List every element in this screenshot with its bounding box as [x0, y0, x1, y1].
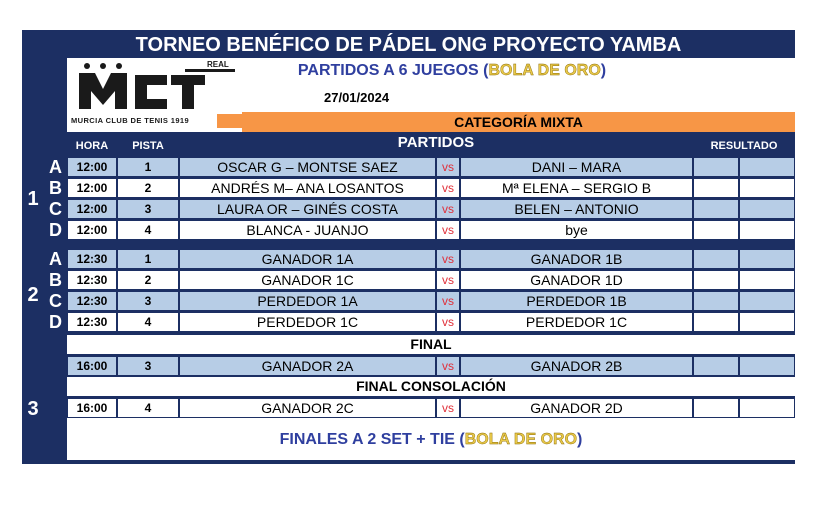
round-number-3: 3 [27, 398, 39, 420]
match-visitante: GANADOR 1B [460, 249, 693, 269]
result-cell [693, 312, 739, 332]
footer-main: FINALES A 2 SET + TIE [279, 431, 455, 448]
match-visitante: Mª ELENA – SERGIO B [460, 178, 693, 198]
tournament-title: TORNEO BENÉFICO DE PÁDEL ONG PROYECTO YAMBA [135, 34, 682, 56]
match-letter: A [49, 249, 62, 269]
final-banner: FINAL [67, 335, 795, 354]
result-cell [693, 356, 739, 376]
subtitle-gold: BOLA DE ORO [488, 62, 601, 79]
match-visitante: GANADOR 1D [460, 270, 693, 290]
vs-label: vs [436, 291, 460, 311]
result-cell [739, 178, 795, 198]
match-local: OSCAR G – MONTSE SAEZ [179, 157, 436, 177]
vs-label: vs [436, 178, 460, 198]
match-pista: 4 [117, 312, 179, 332]
match-hora: 12:30 [67, 312, 117, 332]
match-hora: 12:30 [67, 291, 117, 311]
match-local: GANADOR 1A [179, 249, 436, 269]
match-pista: 1 [117, 157, 179, 177]
match-pista: 3 [117, 199, 179, 219]
logo-accent [217, 114, 242, 128]
logo-tag: REAL [207, 60, 229, 69]
result-cell [693, 291, 739, 311]
footer-paren-open: ( [454, 431, 465, 448]
match-visitante: GANADOR 2B [460, 356, 693, 376]
match-local: ANDRÉS M– ANA LOSANTOS [179, 178, 436, 198]
vs-label: vs [436, 312, 460, 332]
match-local: GANADOR 2C [179, 398, 436, 418]
match-local: GANADOR 1C [179, 270, 436, 290]
match-hora: 16:00 [67, 356, 117, 376]
result-cell [739, 312, 795, 332]
vs-label: vs [436, 356, 460, 376]
header-hora: HORA [75, 140, 109, 152]
logo-bar [185, 69, 235, 72]
match-hora: 12:00 [67, 178, 117, 198]
match-visitante: PERDEDOR 1C [460, 312, 693, 332]
subtitle-main: PARTIDOS A 6 JUEGOS [297, 62, 479, 79]
match-pista: 2 [117, 270, 179, 290]
match-local: PERDEDOR 1A [179, 291, 436, 311]
match-letter: C [49, 199, 62, 219]
match-info [242, 58, 795, 112]
match-hora: 12:00 [67, 157, 117, 177]
match-local: PERDEDOR 1C [179, 312, 436, 332]
vs-label: vs [436, 220, 460, 240]
result-cell [739, 398, 795, 418]
result-cell [739, 249, 795, 269]
result-cell [739, 291, 795, 311]
logo-subtitle: MURCIA CLUB DE TENIS 1919 [71, 116, 190, 125]
match-letter: D [49, 220, 62, 240]
subtitle-paren-close: ) [600, 62, 607, 79]
footer-gold: BOLA DE ORO [464, 431, 578, 448]
match-letter: B [49, 270, 62, 290]
match-pista: 1 [117, 249, 179, 269]
match-local: LAURA OR – GINÉS COSTA [179, 199, 436, 219]
subtitle-paren-open: ( [478, 62, 489, 79]
match-letter: D [49, 312, 62, 332]
result-cell [739, 199, 795, 219]
vs-label: vs [436, 157, 460, 177]
subtitle [242, 62, 662, 80]
match-visitante: BELEN – ANTONIO [460, 199, 693, 219]
result-cell [739, 270, 795, 290]
footer [67, 418, 795, 460]
header-pista: PISTA [132, 140, 164, 152]
match-pista: 4 [117, 220, 179, 240]
match-hora: 12:00 [67, 199, 117, 219]
match-visitante: DANI – MARA [460, 157, 693, 177]
vs-label: vs [436, 249, 460, 269]
match-pista: 3 [117, 356, 179, 376]
footer-paren-close: ) [577, 431, 583, 448]
round-number-2: 2 [27, 284, 39, 306]
match-date: 27/01/2024 [324, 90, 390, 105]
match-hora: 12:30 [67, 270, 117, 290]
match-visitante: bye [460, 220, 693, 240]
vs-label: vs [436, 398, 460, 418]
match-pista: 4 [117, 398, 179, 418]
match-visitante: GANADOR 2D [460, 398, 693, 418]
footer-note [67, 418, 795, 462]
result-cell [739, 220, 795, 240]
match-visitante: PERDEDOR 1B [460, 291, 693, 311]
result-cell [693, 220, 739, 240]
vs-label: vs [436, 270, 460, 290]
header-partidos: PARTIDOS [397, 134, 475, 151]
result-cell [693, 178, 739, 198]
match-letter: A [49, 157, 62, 177]
round-number-1: 1 [27, 188, 39, 210]
result-cell [693, 270, 739, 290]
match-local: BLANCA - JUANJO [179, 220, 436, 240]
match-hora: 12:30 [67, 249, 117, 269]
category-banner: CATEGORÍA MIXTA [242, 112, 795, 132]
match-pista: 3 [117, 291, 179, 311]
match-pista: 2 [117, 178, 179, 198]
result-cell [693, 249, 739, 269]
consolacion-banner: FINAL CONSOLACIÓN [67, 377, 795, 396]
match-letter: C [49, 291, 62, 311]
match-hora: 16:00 [67, 398, 117, 418]
result-cell [693, 157, 739, 177]
result-cell [739, 157, 795, 177]
result-cell [739, 356, 795, 376]
match-hora: 12:00 [67, 220, 117, 240]
match-local: GANADOR 2A [179, 356, 436, 376]
result-cell [693, 199, 739, 219]
match-letter: B [49, 178, 62, 198]
schedule-sheet [22, 30, 795, 464]
club-logo [67, 58, 242, 132]
header-resultado: RESULTADO [710, 140, 778, 152]
vs-label: vs [436, 199, 460, 219]
result-cell [693, 398, 739, 418]
